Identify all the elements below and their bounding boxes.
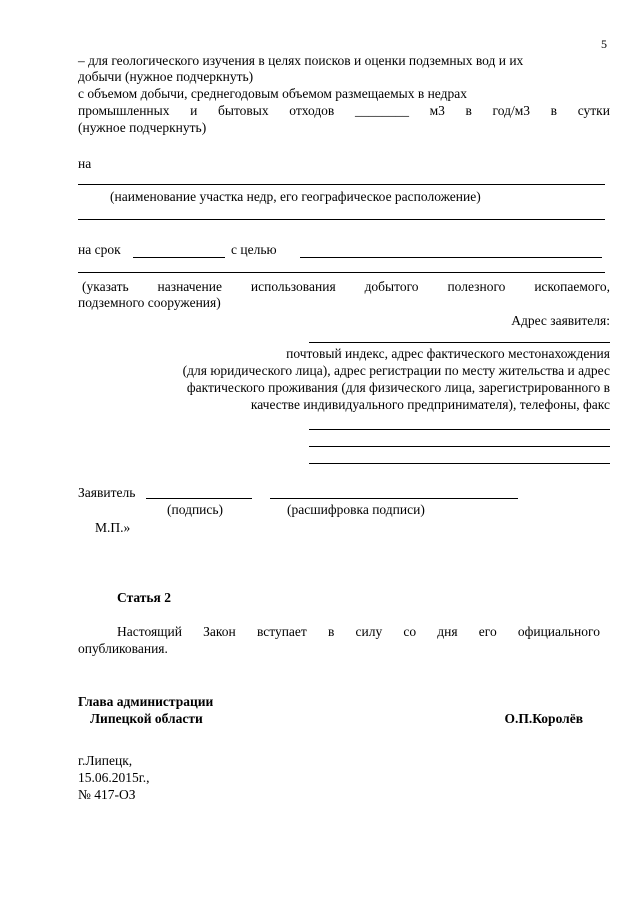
address-hint-3: фактического проживания (для физического лица, зарегистрированного в: [186, 380, 610, 395]
on-label: на: [78, 156, 92, 171]
article-word: официального: [517, 624, 600, 639]
article-word: в: [327, 624, 335, 639]
goal-label: с целью: [231, 242, 277, 257]
term-label: на срок: [78, 242, 121, 257]
volume-blank: ________: [354, 103, 409, 118]
goal-line: [300, 257, 602, 258]
use-hint-word: добытого: [364, 279, 419, 294]
article-body-line-2: опубликования.: [78, 641, 168, 656]
address-line: [309, 342, 610, 343]
volume-line-1: с объемом добычи, среднегодовым объемом размещаемых в недрах: [78, 86, 467, 101]
signature-decode-hint: (расшифровка подписи): [287, 502, 425, 517]
article-word: со: [403, 624, 417, 639]
purpose-line-1: – для геологического изучения в целях поисков и оценки подземных вод и их: [78, 53, 524, 68]
volume-word: и: [190, 103, 198, 118]
address-hint-1: почтовый индекс, адрес фактического местонахождения: [286, 346, 610, 361]
phone-line-3: [309, 463, 610, 464]
volume-line-2: [78, 103, 610, 119]
article-word: Настоящий: [117, 624, 183, 639]
seal-label: М.П.»: [95, 520, 131, 535]
footer-date: 15.06.2015г.,: [78, 770, 150, 785]
term-line: [133, 257, 225, 258]
use-hint-word: (указать: [82, 279, 129, 294]
article-title: Статья 2: [117, 590, 171, 605]
article-word: вступает: [256, 624, 307, 639]
use-hint-word: полезного: [447, 279, 506, 294]
site-name-line: [78, 184, 605, 185]
article-word: дня: [437, 624, 458, 639]
footer-city: г.Липецк,: [78, 753, 133, 768]
use-hint-word: использования: [250, 279, 336, 294]
signatory-position-1: Глава администрации: [78, 694, 214, 709]
article-body-line-1: [117, 624, 600, 640]
volume-line-3: (нужное подчеркнуть): [78, 120, 207, 135]
article-word: его: [478, 624, 497, 639]
volume-word: отходов: [289, 103, 335, 118]
signature-hint: (подпись): [167, 502, 224, 517]
address-hint-4: качестве индивидуального предпринимателя), телефоны, факс: [250, 397, 610, 412]
article-word: Закон: [203, 624, 236, 639]
use-hint-word: ископаемого,: [534, 279, 610, 294]
volume-word: сутки: [577, 103, 610, 118]
signature-decode-line: [270, 498, 518, 499]
signature-line: [146, 498, 252, 499]
phone-line-1: [309, 429, 610, 430]
signatory-position-2: Липецкой области: [90, 711, 203, 726]
address-hint-2: (для юридического лица), адрес регистрации по месту жительства и адрес: [182, 363, 610, 378]
volume-word: в: [550, 103, 558, 118]
page-number: 5: [601, 37, 607, 51]
volume-word: год/м3: [492, 103, 531, 118]
applicant-label: Заявитель: [78, 485, 136, 500]
volume-word: м3: [429, 103, 445, 118]
address-label: Адрес заявителя:: [511, 313, 610, 328]
phone-line-2: [309, 446, 610, 447]
use-hint-line-1: [82, 279, 610, 295]
signatory-name: О.П.Королёв: [504, 711, 583, 726]
volume-word: бытовых: [218, 103, 269, 118]
volume-word: в: [465, 103, 472, 118]
purpose-line-2: добычи (нужное подчеркнуть): [78, 69, 254, 84]
site-location-line: [78, 219, 605, 220]
article-word: силу: [355, 624, 383, 639]
use-hint-line-2: подземного сооружения): [78, 295, 221, 310]
volume-word: промышленных: [78, 103, 170, 118]
goal-line-2: [78, 272, 605, 273]
site-hint: (наименование участка недр, его географическое расположение): [110, 189, 481, 204]
use-hint-word: назначение: [157, 279, 222, 294]
footer-number: № 417-ОЗ: [78, 787, 136, 802]
